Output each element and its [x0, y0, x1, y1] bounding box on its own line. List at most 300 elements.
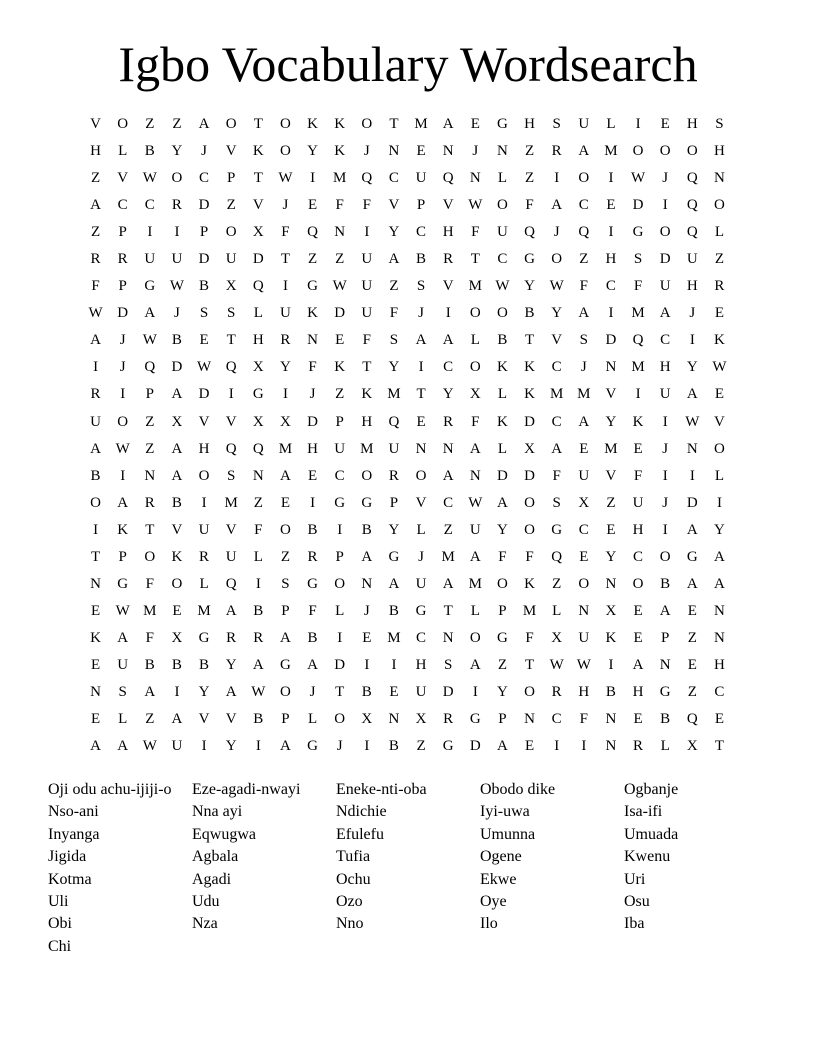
- grid-row: [82, 598, 733, 625]
- grid-letter: U: [578, 116, 590, 133]
- word-item: Uli: [48, 892, 69, 910]
- grid-row: [82, 571, 733, 598]
- grid-letter: Z: [335, 386, 345, 403]
- grid-letter: N: [144, 467, 156, 484]
- grid-letter: C: [416, 224, 427, 241]
- grid-letter: Q: [578, 224, 590, 241]
- grid-row: [82, 219, 733, 246]
- grid-letter: A: [388, 251, 400, 268]
- grid-letter: O: [659, 548, 671, 565]
- grid-letter: B: [307, 521, 318, 538]
- grid-letter: D: [171, 359, 183, 376]
- grid-letter: E: [606, 197, 616, 214]
- word-column: [480, 779, 624, 958]
- grid-letter: W: [630, 170, 646, 187]
- grid-letter: W: [576, 656, 591, 673]
- grid-letter: M: [278, 440, 293, 457]
- grid-letter: T: [253, 170, 263, 187]
- word-item: Udu: [192, 892, 220, 910]
- grid-letter: I: [93, 521, 99, 538]
- grid-letter: V: [225, 711, 237, 728]
- grid-letter: Y: [551, 305, 563, 322]
- grid-letter: B: [361, 521, 372, 538]
- grid-letter: P: [199, 224, 209, 241]
- grid-letter: A: [442, 467, 454, 484]
- word-item: Efulefu: [336, 825, 384, 843]
- word-item: Nna ayi: [192, 803, 243, 821]
- grid-letter: O: [469, 359, 481, 376]
- grid-letter: L: [118, 143, 128, 160]
- grid-letter: A: [117, 738, 129, 755]
- grid-letter: O: [714, 197, 725, 214]
- grid-letter: Z: [687, 684, 697, 700]
- grid-letter: N: [252, 467, 264, 484]
- grid-letter: N: [714, 170, 725, 187]
- grid-letter: M: [387, 629, 401, 646]
- grid-letter: O: [632, 143, 644, 160]
- grid-letter: C: [551, 711, 562, 728]
- grid-letter: A: [578, 143, 590, 160]
- grid-letter: H: [714, 143, 725, 160]
- grid-letter: S: [227, 305, 236, 322]
- grid-letter: Z: [226, 197, 236, 214]
- grid-letter: A: [225, 684, 237, 700]
- grid-letter: V: [388, 197, 400, 214]
- grid-letter: C: [551, 413, 562, 430]
- grid-letter: A: [361, 548, 373, 565]
- grid-letter: J: [336, 738, 343, 755]
- grid-letter: F: [362, 197, 371, 214]
- grid-letter: R: [280, 332, 291, 349]
- grid-letter: O: [280, 521, 291, 538]
- grid-letter: D: [686, 494, 698, 511]
- grid-letter: R: [443, 251, 454, 268]
- grid-row: [82, 490, 733, 517]
- grid-letter: B: [388, 602, 399, 619]
- grid-letter: L: [714, 224, 725, 241]
- grid-letter: C: [714, 684, 725, 700]
- grid-letter: L: [253, 548, 263, 565]
- grid-letter: K: [524, 386, 535, 403]
- grid-letter: E: [389, 684, 399, 700]
- grid-letter: M: [143, 602, 157, 619]
- grid-letter: Z: [714, 251, 725, 268]
- grid-letter: Z: [524, 170, 535, 187]
- grid-letter: E: [579, 548, 589, 565]
- grid-letter: A: [659, 602, 671, 619]
- grid-letter: I: [716, 494, 722, 511]
- grid-letter: A: [442, 332, 454, 349]
- grid-letter: T: [389, 116, 399, 133]
- grid-letter: K: [524, 575, 535, 592]
- grid-letter: N: [361, 575, 373, 592]
- grid-letter: O: [714, 440, 725, 457]
- grid-letter: J: [363, 143, 370, 160]
- word-item: Eze-agadi-nwayi: [192, 781, 301, 798]
- grid-letter: Q: [686, 711, 698, 728]
- grid-letter: B: [144, 143, 155, 160]
- grid-row: [82, 300, 733, 327]
- grid-letter: Z: [172, 116, 182, 133]
- grid-letter: G: [307, 575, 318, 592]
- grid-letter: N: [442, 440, 454, 457]
- grid-letter: A: [198, 116, 210, 133]
- grid-letter: R: [388, 467, 399, 484]
- grid-letter: R: [551, 143, 562, 160]
- grid-letter: U: [415, 684, 427, 700]
- grid-letter: Z: [579, 251, 589, 268]
- grid-letter: S: [579, 332, 588, 349]
- grid-letter: U: [415, 575, 427, 592]
- grid-letter: X: [551, 629, 563, 646]
- grid-letter: U: [659, 386, 671, 403]
- grid-row: [82, 409, 733, 436]
- grid-letter: I: [689, 332, 695, 349]
- grid-letter: N: [415, 440, 427, 457]
- grid-row: [82, 544, 733, 571]
- grid-row: [82, 354, 733, 381]
- grid-letter: S: [715, 116, 724, 133]
- grid-letter: J: [689, 305, 696, 322]
- grid-letter: E: [362, 629, 372, 646]
- grid-letter: X: [578, 494, 590, 511]
- grid-letter: W: [468, 494, 483, 511]
- grid-letter: O: [659, 224, 671, 241]
- word-item: Obi: [48, 915, 72, 933]
- grid-letter: Z: [416, 738, 426, 755]
- grid-letter: U: [686, 251, 698, 268]
- grid-letter: U: [90, 413, 101, 430]
- grid-letter: A: [686, 386, 698, 403]
- grid-letter: U: [497, 224, 508, 241]
- grid-letter: M: [197, 602, 211, 619]
- grid-letter: O: [524, 521, 535, 538]
- grid-letter: O: [280, 684, 291, 700]
- grid-letter: T: [362, 359, 372, 376]
- grid-letter: O: [578, 170, 590, 187]
- grid-letter: S: [633, 251, 643, 268]
- grid-letter: N: [605, 359, 617, 376]
- grid-letter: K: [632, 413, 644, 430]
- grid-letter: G: [252, 386, 264, 403]
- grid-letter: B: [361, 684, 372, 700]
- grid-letter: I: [554, 170, 560, 187]
- grid-letter: Z: [280, 548, 291, 565]
- grid-letter: E: [172, 602, 182, 619]
- grid-letter: Z: [389, 278, 399, 295]
- grid-letter: Q: [686, 170, 698, 187]
- grid-letter: P: [389, 494, 399, 511]
- grid-letter: I: [120, 386, 126, 403]
- grid-letter: Z: [335, 251, 345, 268]
- grid-letter: P: [416, 197, 426, 214]
- grid-letter: E: [633, 602, 643, 619]
- grid-letter: R: [171, 197, 182, 214]
- grid-letter: O: [198, 467, 210, 484]
- grid-letter: Y: [171, 143, 183, 160]
- word-item: Ochu: [336, 870, 371, 888]
- grid-letter: U: [578, 629, 590, 646]
- grid-letter: O: [497, 197, 508, 214]
- grid-letter: N: [388, 143, 400, 160]
- grid-letter: E: [714, 711, 725, 728]
- grid-letter: D: [605, 332, 617, 349]
- grid-letter: W: [685, 413, 700, 430]
- grid-letter: B: [605, 684, 616, 700]
- grid-letter: W: [712, 359, 727, 376]
- grid-letter: V: [198, 711, 210, 728]
- word-item: Nso-ani: [48, 803, 99, 821]
- grid-letter: D: [524, 467, 535, 484]
- grid-letter: E: [416, 413, 426, 430]
- grid-letter: R: [633, 738, 644, 755]
- grid-letter: M: [414, 116, 428, 133]
- grid-letter: G: [307, 278, 318, 295]
- grid-letter: N: [307, 332, 318, 349]
- grid-letter: D: [252, 251, 264, 268]
- grid-letter: S: [227, 467, 236, 484]
- grid-letter: K: [117, 521, 129, 538]
- grid-letter: I: [228, 386, 234, 403]
- grid-letter: L: [307, 711, 318, 728]
- grid-letter: I: [608, 656, 614, 673]
- grid-letter: V: [605, 386, 617, 403]
- grid-letter: F: [471, 224, 480, 241]
- word-item: Agadi: [192, 870, 232, 888]
- grid-letter: E: [687, 656, 697, 673]
- word-column: [48, 779, 192, 958]
- grid-letter: P: [281, 711, 290, 728]
- grid-row: [82, 381, 733, 408]
- grid-letter: J: [662, 494, 669, 511]
- grid-letter: N: [90, 684, 101, 700]
- grid-letter: E: [633, 711, 643, 728]
- grid-letter: F: [362, 332, 371, 349]
- grid-letter: C: [578, 197, 589, 214]
- grid-letter: O: [578, 575, 590, 592]
- grid-letter: R: [253, 629, 264, 646]
- grid-letter: V: [117, 170, 129, 187]
- grid-letter: A: [469, 548, 481, 565]
- grid-letter: V: [551, 332, 563, 349]
- grid-letter: X: [225, 278, 237, 295]
- grid-letter: T: [335, 684, 345, 700]
- grid-letter: X: [252, 359, 264, 376]
- word-item: Isa-ifi: [624, 803, 663, 821]
- grid-letter: E: [524, 738, 535, 755]
- grid-letter: A: [497, 494, 508, 511]
- grid-letter: E: [660, 116, 670, 133]
- grid-letter: U: [280, 305, 291, 322]
- word-item: Eneke-nti-oba: [336, 781, 427, 798]
- grid-letter: X: [605, 602, 617, 619]
- grid-letter: I: [445, 305, 451, 322]
- grid-letter: N: [442, 143, 454, 160]
- grid-letter: C: [388, 170, 399, 187]
- grid-letter: L: [199, 575, 209, 592]
- grid-letter: R: [199, 548, 210, 565]
- grid-letter: V: [605, 467, 617, 484]
- grid-letter: Y: [307, 143, 318, 160]
- grid-letter: J: [418, 548, 424, 565]
- grid-letter: G: [144, 278, 156, 295]
- grid-letter: X: [280, 413, 291, 430]
- grid-letter: Y: [442, 386, 454, 403]
- grid-letter: B: [171, 656, 182, 673]
- grid-letter: A: [117, 494, 129, 511]
- grid-letter: I: [635, 386, 641, 403]
- grid-letter: B: [497, 332, 508, 349]
- grid-letter: E: [470, 116, 480, 133]
- grid-letter: L: [714, 467, 725, 484]
- grid-letter: H: [198, 440, 210, 457]
- grid-letter: M: [224, 494, 238, 511]
- grid-letter: T: [226, 332, 236, 349]
- word-item: Ogene: [480, 848, 522, 866]
- grid-letter: Y: [605, 413, 617, 430]
- grid-row: [82, 111, 733, 138]
- grid-letter: G: [497, 116, 508, 133]
- grid-letter: B: [199, 278, 210, 295]
- word-item: Umunna: [480, 825, 536, 843]
- grid-letter: V: [714, 413, 725, 430]
- grid-letter: W: [142, 332, 157, 349]
- grid-letter: C: [144, 197, 155, 214]
- grid-letter: F: [471, 413, 480, 430]
- grid-letter: Y: [225, 738, 237, 755]
- grid-row: [82, 192, 733, 219]
- grid-letter: S: [199, 305, 209, 322]
- word-column: [192, 779, 336, 958]
- grid-letter: Y: [497, 684, 508, 700]
- grid-letter: D: [117, 305, 129, 322]
- grid-letter: U: [225, 251, 237, 268]
- grid-letter: X: [469, 386, 481, 403]
- grid-letter: Q: [361, 170, 373, 187]
- grid-letter: Q: [225, 575, 237, 592]
- grid-letter: E: [90, 602, 101, 619]
- grid-letter: Z: [524, 143, 535, 160]
- grid-letter: J: [119, 332, 126, 349]
- grid-letter: E: [606, 521, 616, 538]
- grid-letter: Z: [90, 170, 101, 187]
- grid-letter: V: [415, 494, 427, 511]
- grid-row: [82, 436, 733, 463]
- grid-letter: T: [253, 116, 263, 133]
- grid-letter: A: [442, 575, 454, 592]
- grid-letter: I: [364, 656, 370, 673]
- grid-letter: A: [171, 711, 183, 728]
- grid-letter: O: [469, 305, 481, 322]
- grid-letter: E: [416, 143, 426, 160]
- grid-letter: F: [91, 278, 100, 295]
- grid-letter: P: [227, 170, 236, 187]
- grid-letter: Z: [497, 656, 508, 673]
- grid-row: [82, 246, 733, 273]
- grid-letter: F: [525, 548, 534, 565]
- grid-letter: D: [307, 413, 318, 430]
- grid-letter: L: [335, 602, 345, 619]
- grid-letter: K: [524, 359, 535, 376]
- grid-letter: G: [307, 738, 318, 755]
- grid-letter: A: [280, 738, 291, 755]
- grid-letter: S: [281, 575, 290, 592]
- grid-letter: S: [552, 494, 561, 511]
- grid-letter: N: [714, 629, 725, 646]
- grid-letter: I: [635, 116, 641, 133]
- grid-letter: C: [497, 251, 508, 268]
- grid-letter: A: [415, 332, 427, 349]
- grid-letter: S: [552, 116, 561, 133]
- grid-letter: G: [415, 602, 427, 619]
- grid-letter: M: [631, 305, 645, 322]
- grid-letter: U: [659, 278, 671, 295]
- grid-letter: K: [361, 386, 373, 403]
- grid-letter: K: [307, 305, 318, 322]
- grid-letter: O: [171, 170, 183, 187]
- grid-letter: H: [415, 656, 427, 673]
- grid-letter: O: [497, 575, 508, 592]
- grid-letter: Q: [632, 332, 644, 349]
- grid-letter: H: [659, 359, 671, 376]
- grid-letter: B: [199, 656, 210, 673]
- grid-letter: U: [144, 251, 156, 268]
- grid-letter: O: [225, 116, 237, 133]
- grid-letter: O: [225, 224, 237, 241]
- grid-letter: B: [253, 711, 264, 728]
- grid-letter: I: [310, 170, 316, 187]
- grid-letter: A: [686, 521, 698, 538]
- grid-letter: Y: [388, 359, 400, 376]
- grid-letter: Q: [524, 224, 535, 241]
- grid-letter: L: [416, 521, 426, 538]
- grid-letter: P: [118, 224, 127, 241]
- grid-letter: O: [90, 494, 101, 511]
- grid-letter: M: [360, 440, 374, 457]
- grid-letter: O: [334, 711, 346, 728]
- grid-letter: M: [550, 386, 564, 403]
- grid-letter: O: [469, 629, 481, 646]
- grid-letter: E: [90, 711, 101, 728]
- grid-letter: B: [524, 305, 535, 322]
- word-column: [336, 779, 480, 958]
- grid-letter: U: [117, 656, 129, 673]
- grid-letter: F: [145, 575, 154, 592]
- grid-row: [82, 517, 733, 544]
- grid-letter: A: [714, 548, 725, 565]
- grid-letter: I: [120, 467, 126, 484]
- grid-row: [82, 138, 733, 165]
- word-item: Nza: [192, 915, 218, 933]
- grid-letter: K: [252, 143, 264, 160]
- grid-letter: A: [144, 684, 156, 700]
- grid-letter: R: [443, 413, 454, 430]
- grid-letter: M: [387, 386, 401, 403]
- grid-letter: I: [174, 224, 180, 241]
- grid-letter: D: [497, 467, 508, 484]
- grid-row: [82, 625, 733, 652]
- grid-letter: Y: [388, 224, 400, 241]
- grid-letter: L: [253, 305, 263, 322]
- grid-letter: U: [632, 494, 644, 511]
- grid-letter: D: [632, 197, 644, 214]
- grid-letter: I: [282, 386, 288, 403]
- grid-letter: H: [605, 251, 617, 268]
- word-item: Oji odu achu-ijiji-o: [48, 781, 172, 798]
- grid-letter: W: [169, 278, 185, 295]
- grid-letter: A: [280, 467, 291, 484]
- grid-letter: V: [198, 413, 210, 430]
